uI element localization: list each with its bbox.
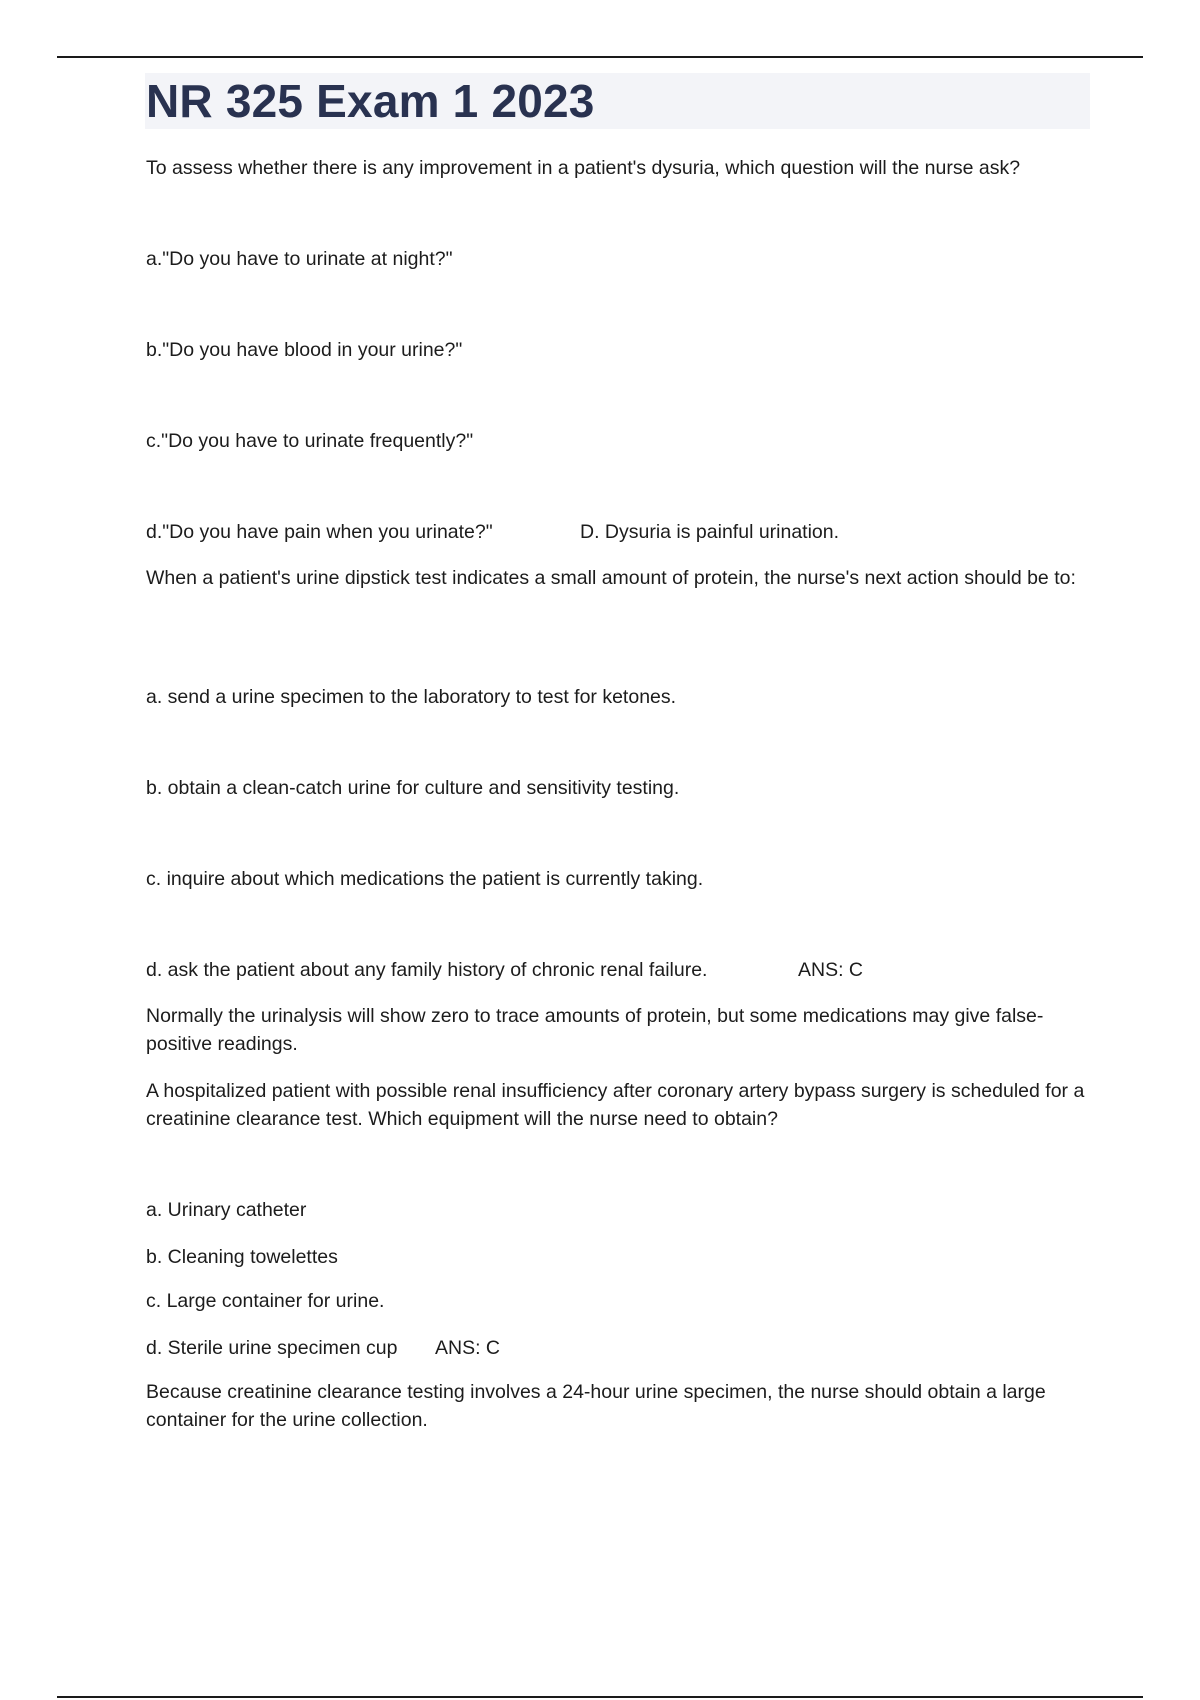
question-3-option-c: c. Large container for urine.: [146, 1290, 385, 1312]
question-2-option-b: b. obtain a clean-catch urine for culture and sensitivity testing.: [146, 777, 680, 799]
question-1-option-d: d."Do you have pain when you urinate?": [146, 521, 493, 543]
top-rule: [57, 56, 1143, 58]
question-2-option-a: a. send a urine specimen to the laboratory to test for ketones.: [146, 686, 677, 708]
question-2-option-d: d. ask the patient about any family history of chronic renal failure.: [146, 959, 708, 981]
question-2-answer: ANS: C: [798, 959, 864, 981]
document-title: NR 325 Exam 1 2023: [146, 75, 595, 127]
question-3-option-b: b. Cleaning towelettes: [146, 1246, 338, 1268]
bottom-rule: [57, 1696, 1143, 1698]
question-3-stem: A hospitalized patient with possible renal insufficiency after coronary artery bypass surgery is scheduled for a creatinine clearance test. Which equipment will the nurse need to obtain?: [146, 1080, 1085, 1130]
question-1-option-a: a."Do you have to urinate at night?": [146, 248, 453, 270]
question-3-option-d: d. Sterile urine specimen cup: [146, 1337, 398, 1359]
question-1-answer: D. Dysuria is painful urination.: [580, 521, 840, 543]
question-1-stem: To assess whether there is any improvement in a patient's dysuria, which question will the nurse ask?: [146, 157, 1021, 179]
question-2-stem: When a patient's urine dipstick test indicates a small amount of protein, the nurse's next action should be to:: [146, 567, 1076, 589]
question-1-option-c: c."Do you have to urinate frequently?": [146, 430, 474, 452]
question-3-answer: ANS: C: [435, 1337, 501, 1359]
question-2-option-c: c. inquire about which medications the patient is currently taking.: [146, 868, 704, 890]
question-2-rationale: Normally the urinalysis will show zero to trace amounts of protein, but some medications may give false-positive readings.: [146, 1005, 1044, 1055]
question-1-option-b: b."Do you have blood in your urine?": [146, 339, 463, 361]
question-3-rationale: Because creatinine clearance testing involves a 24-hour urine specimen, the nurse should obtain a large container for the urine collection.: [146, 1381, 1046, 1431]
question-3-option-a: a. Urinary catheter: [146, 1199, 307, 1221]
